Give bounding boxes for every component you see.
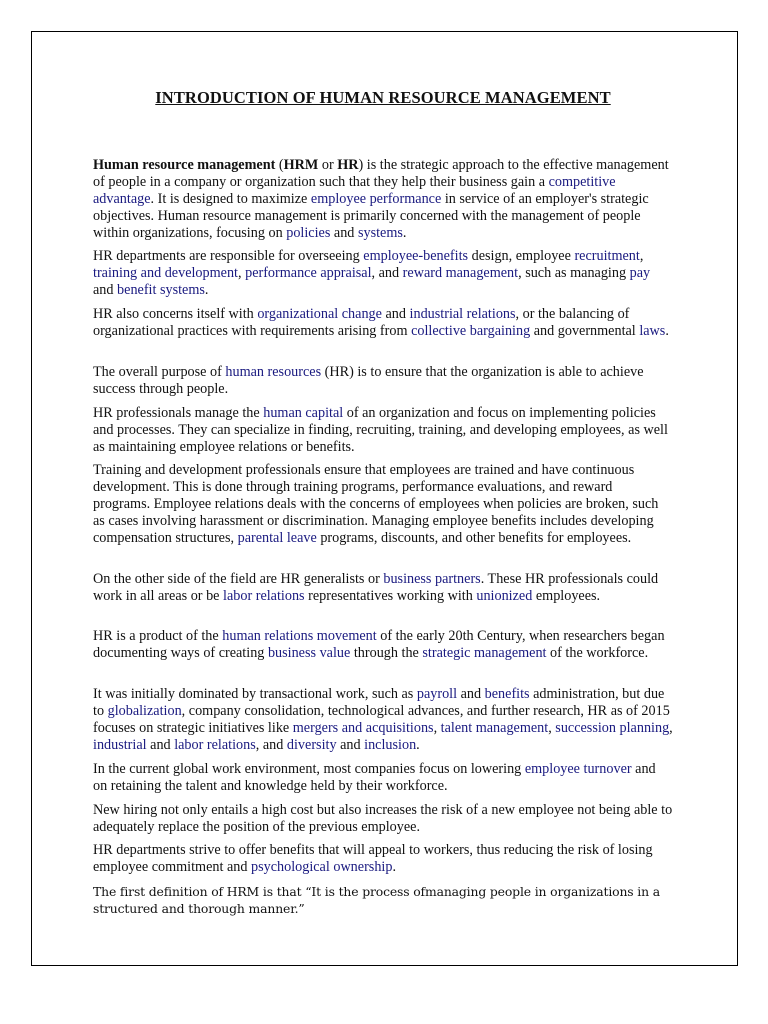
- text: The first definition of HRM is that “It is the process ofmanaging people in organizations in a structured and thorough manner.”: [93, 884, 660, 916]
- link-training-and-development[interactable]: training and development: [93, 265, 238, 281]
- text: . These HR professionals could work in all areas or be: [93, 571, 659, 604]
- text: and: [93, 282, 118, 298]
- link-benefits[interactable]: benefits: [484, 686, 530, 702]
- text: and governmental: [530, 323, 640, 339]
- text: ,: [669, 720, 673, 736]
- link-business-value[interactable]: business value: [267, 645, 351, 661]
- text: HR also concerns itself with: [93, 306, 258, 322]
- link-human-relations-movement[interactable]: human relations movement: [222, 628, 377, 644]
- text: It was initially dominated by transactional work, such as: [93, 686, 417, 702]
- text: , such as managing: [518, 265, 630, 281]
- paragraph-12: [93, 842, 673, 876]
- paragraph-4: [93, 364, 673, 398]
- text: On the other side of the field are HR generalists or: [93, 571, 384, 587]
- text: and: [330, 225, 358, 241]
- paragraph-3: [93, 306, 673, 340]
- text: ,: [639, 248, 644, 264]
- paragraph-5: [93, 405, 673, 456]
- paragraph-11: [93, 802, 673, 836]
- link-laws[interactable]: laws: [639, 323, 666, 339]
- link-inclusion[interactable]: inclusion: [364, 737, 417, 753]
- document-title: INTRODUCTION OF HUMAN RESOURCE MANAGEMENT: [155, 88, 611, 107]
- link-pay[interactable]: pay: [629, 265, 651, 281]
- text: HR professionals manage the: [93, 405, 264, 421]
- text: In the current global work environment, most companies focus on lowering: [93, 761, 525, 777]
- link-performance-appraisal[interactable]: performance appraisal: [245, 265, 372, 281]
- text: .: [204, 282, 209, 298]
- text: The overall purpose of: [93, 364, 226, 380]
- paragraph-2: [93, 248, 673, 299]
- text: . It is designed to maximize: [150, 191, 311, 207]
- link-diversity[interactable]: diversity: [286, 737, 337, 753]
- text: ) is the strategic approach to the effective management of people in a company or organization such that they help their business gain a: [93, 157, 669, 190]
- link-business-partners[interactable]: business partners: [383, 571, 481, 587]
- text: through the: [350, 645, 423, 661]
- paragraph-13: [93, 883, 673, 917]
- text: administration, but due to: [93, 686, 665, 719]
- paragraph-9: [93, 686, 673, 754]
- text: programs, discounts, and other benefits for employees.: [316, 530, 632, 546]
- paragraph-8: [93, 628, 673, 662]
- paragraph-7: [93, 571, 673, 605]
- link-industrial-relations[interactable]: industrial relations: [409, 306, 516, 322]
- text: (HR) is to ensure that the organization is able to achieve success through people.: [93, 364, 644, 397]
- text: HR departments are responsible for overseeing: [93, 248, 364, 264]
- text: (: [275, 157, 284, 173]
- link-psychological-ownership[interactable]: psychological ownership: [251, 859, 393, 875]
- text: , and: [371, 265, 403, 281]
- paragraph-1: [93, 157, 673, 242]
- text: and on retaining the talent and knowledge held by their workforce.: [93, 761, 656, 794]
- text: and: [457, 686, 485, 702]
- paragraph-10: [93, 761, 673, 795]
- text: .: [665, 323, 669, 339]
- link-globalization[interactable]: globalization: [107, 703, 182, 719]
- link-employee-benefits[interactable]: employee-benefits: [363, 248, 469, 264]
- text: of an organization and focus on implementing policies and processes. They can specialize in finding, recruiting, training, and developing employees, as well as maintaining employee relations or benefits.: [93, 405, 668, 455]
- bold-term: Human resource management: [93, 157, 276, 173]
- text: and: [336, 737, 365, 753]
- bold-term: HRM: [283, 157, 319, 173]
- link-organizational-change[interactable]: organizational change: [257, 306, 382, 322]
- link-labor-relations-2[interactable]: labor relations: [174, 737, 256, 753]
- text: , and: [255, 737, 287, 753]
- bold-term: HR: [337, 157, 359, 173]
- link-human-resources[interactable]: human resources: [225, 364, 322, 380]
- text: HR departments strive to offer benefits that will appeal to workers, thus reducing the risk of losing employee commitment and: [93, 842, 653, 875]
- text: .: [416, 737, 420, 753]
- link-benefit-systems[interactable]: benefit systems: [117, 282, 205, 298]
- link-human-capital[interactable]: human capital: [263, 405, 344, 421]
- text: , or the balancing of organizational practices with requirements arising from: [93, 306, 630, 339]
- text: employees.: [532, 588, 601, 604]
- text: .: [402, 225, 407, 241]
- link-mergers-and-acquisitions[interactable]: mergers and acquisitions: [292, 720, 434, 736]
- link-employee-performance[interactable]: employee performance: [310, 191, 442, 207]
- link-industrial[interactable]: industrial: [93, 737, 147, 753]
- link-collective-bargaining[interactable]: collective bargaining: [411, 323, 531, 339]
- text: Training and development professionals ensure that employees are trained and have continuous development. This is done through training programs, performance evaluations, and reward programs. Employee relations deals with the concerns of employees when policies are broken, such as cases involving harassment or discrimination. Managing employee benefits includes developing compensation structures,: [93, 462, 659, 546]
- link-recruitment[interactable]: recruitment: [574, 248, 640, 264]
- text: and: [381, 306, 410, 322]
- paragraph-6: [93, 462, 673, 547]
- link-systems[interactable]: systems: [357, 225, 403, 241]
- text: New hiring not only entails a high cost but also increases the risk of a new employee not being able to adequately replace the position of the previous employee.: [93, 802, 673, 835]
- link-succession-planning[interactable]: succession planning: [555, 720, 670, 736]
- text: .: [392, 859, 396, 875]
- text: , company consolidation, technological advances, and further research, HR as of 2015 focuses on strategic initiatives like: [93, 703, 670, 736]
- link-strategic-management[interactable]: strategic management: [422, 645, 547, 661]
- text: HR is a product of the: [93, 628, 223, 644]
- link-payroll[interactable]: payroll: [416, 686, 458, 702]
- link-talent-management[interactable]: talent management: [440, 720, 549, 736]
- text: or: [318, 157, 338, 173]
- link-unionized[interactable]: unionized: [476, 588, 533, 604]
- text: design, employee: [468, 248, 575, 264]
- text: ,: [548, 720, 556, 736]
- link-competitive-advantage[interactable]: competitive advantage: [93, 174, 616, 207]
- text: of the early 20th Century, when researchers began documenting ways of creating: [93, 628, 665, 661]
- link-labor-relations[interactable]: labor relations: [223, 588, 305, 604]
- link-reward-management[interactable]: reward management: [402, 265, 519, 281]
- text: ,: [238, 265, 246, 281]
- text: of the workforce.: [546, 645, 649, 661]
- link-employee-turnover[interactable]: employee turnover: [524, 761, 632, 777]
- text: in service of an employer's strategic objectives. Human resource management is primarily concerned with the management of people within organizations, focusing on: [93, 191, 649, 241]
- link-parental-leave[interactable]: parental leave: [237, 530, 317, 546]
- text: and: [146, 737, 175, 753]
- link-policies[interactable]: policies: [286, 225, 331, 241]
- text: representatives working with: [304, 588, 477, 604]
- text: ,: [433, 720, 441, 736]
